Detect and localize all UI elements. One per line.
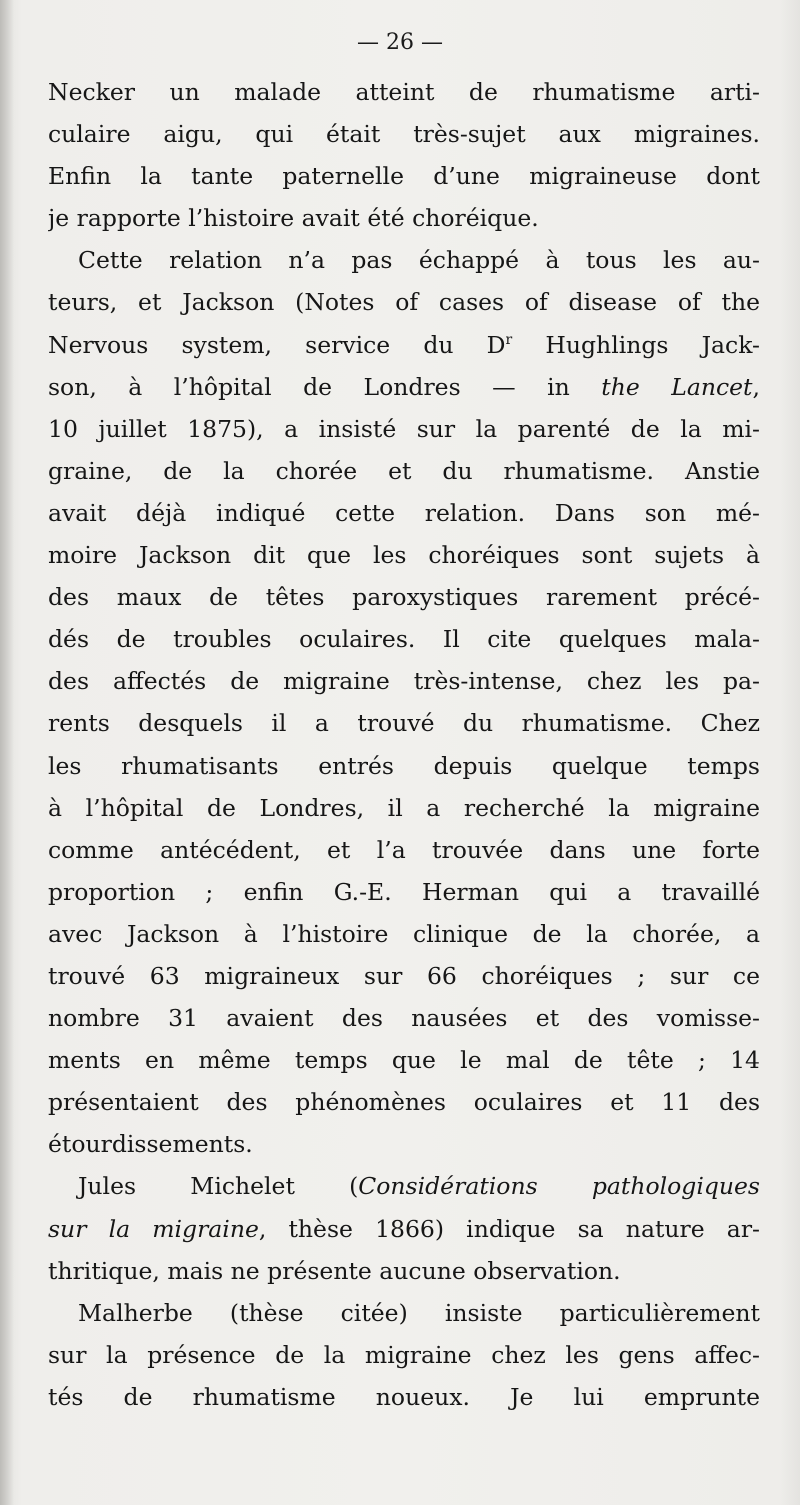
- text-segment: 10 juillet 1875), a insisté sur la parenté de la mi-: [48, 414, 760, 443]
- text-segment: sur la présence de la migraine chez les gens affec-: [48, 1340, 760, 1369]
- text-line: [48, 1334, 760, 1376]
- text-line: [48, 829, 760, 871]
- text-line: [48, 955, 760, 997]
- text-segment: je rapporte l’histoire avait été choréique.: [48, 204, 539, 233]
- text-segment: son, à l’hôpital de Londres — in: [48, 372, 602, 401]
- text-segment: tés de rhumatisme noueux. Je lui emprunte: [48, 1382, 760, 1411]
- italic-text: sur la migraine: [48, 1214, 259, 1243]
- text-line: [48, 1081, 760, 1123]
- text-segment: Necker un malade atteint de rhumatisme arti-: [48, 78, 760, 106]
- text-line: [48, 408, 760, 450]
- text-line: [48, 745, 760, 787]
- text-line: [48, 618, 760, 660]
- text-segment: comme antécédent, et l’a trouvée dans une forte: [48, 835, 760, 864]
- text-line: [48, 534, 760, 576]
- text-segment: teurs, et Jackson (Notes of cases of disease of the: [48, 288, 760, 317]
- text-segment: Hughlings Jack-: [512, 330, 760, 359]
- text-line: [48, 1292, 760, 1334]
- text-line: [48, 997, 760, 1039]
- text-line: [48, 1165, 760, 1207]
- text-line: [48, 113, 760, 155]
- text-segment: avait déjà indiqué cette relation. Dans son mé-: [48, 498, 760, 527]
- text-segment: nombre 31 avaient des nausées et des vomisse-: [48, 1004, 760, 1033]
- page-number: — 26 —: [357, 30, 443, 55]
- text-segment: les rhumatisants entrés depuis quelque temps: [48, 751, 760, 780]
- text-line: [48, 197, 760, 239]
- text-segment: ,: [752, 372, 760, 401]
- italic-text: Considérations pathologiques: [358, 1172, 760, 1201]
- text-segment: thritique, mais ne présente aucune observation.: [48, 1256, 621, 1285]
- text-segment: Jules Michelet (: [78, 1172, 359, 1201]
- text-line: [48, 281, 760, 323]
- text-segment: Nervous system, service du D: [48, 330, 506, 359]
- text-line: [48, 702, 760, 744]
- text-line: [48, 1039, 760, 1081]
- text-line: [48, 1123, 760, 1165]
- text-line: [48, 1250, 760, 1292]
- text-segment: des maux de têtes paroxystiques rarement précé-: [48, 583, 760, 612]
- text-segment: proportion ; enfin G.-E. Herman qui a travaillé: [48, 877, 760, 906]
- text-segment: ments en même temps que le mal de tête ; 14: [48, 1046, 760, 1075]
- text-line: [48, 1208, 760, 1250]
- text-segment: présentaient des phénomènes oculaires et 11 des: [48, 1088, 760, 1117]
- text-line: [48, 324, 760, 366]
- text-line: [48, 450, 760, 492]
- text-line: [48, 155, 760, 197]
- text-line: [48, 660, 760, 702]
- text-segment: dés de troubles oculaires. Il cite quelques mala-: [48, 625, 760, 654]
- body-text: [48, 71, 760, 1418]
- text-segment: Malherbe (thèse citée) insiste particulièrement: [78, 1298, 760, 1327]
- text-segment: avec Jackson à l’histoire clinique de la chorée, a: [48, 919, 760, 948]
- text-line: [48, 787, 760, 829]
- superscript-text: r: [505, 331, 513, 348]
- text-line: [48, 492, 760, 534]
- text-line: [48, 71, 760, 113]
- text-line: [48, 576, 760, 618]
- text-segment: Cette relation n’a pas échappé à tous les au-: [78, 246, 760, 275]
- text-segment: graine, de la chorée et du rhumatisme. Anstie: [48, 456, 760, 485]
- text-segment: culaire aigu, qui était très-sujet aux migraines.: [48, 120, 760, 149]
- text-segment: Enfin la tante paternelle d’une migraineuse dont: [48, 162, 760, 191]
- text-segment: étourdissements.: [48, 1130, 253, 1159]
- italic-text: the Lancet: [601, 372, 753, 401]
- text-segment: trouvé 63 migraineux sur 66 choréiques ; sur ce: [48, 961, 760, 990]
- text-line: [48, 239, 760, 281]
- text-line: [48, 871, 760, 913]
- text-segment: des affectés de migraine très-intense, chez les pa-: [48, 667, 760, 696]
- text-line: [48, 1376, 760, 1418]
- text-line: [48, 913, 760, 955]
- text-segment: moire Jackson dit que les choréiques sont sujets à: [48, 541, 760, 570]
- text-segment: , thèse 1866) indique sa nature ar-: [258, 1214, 760, 1243]
- text-line: [48, 366, 760, 408]
- text-segment: rents desquels il a trouvé du rhumatisme. Chez: [48, 709, 760, 738]
- text-segment: à l’hôpital de Londres, il a recherché la migraine: [48, 793, 760, 822]
- page-gutter-shadow: [0, 0, 14, 1505]
